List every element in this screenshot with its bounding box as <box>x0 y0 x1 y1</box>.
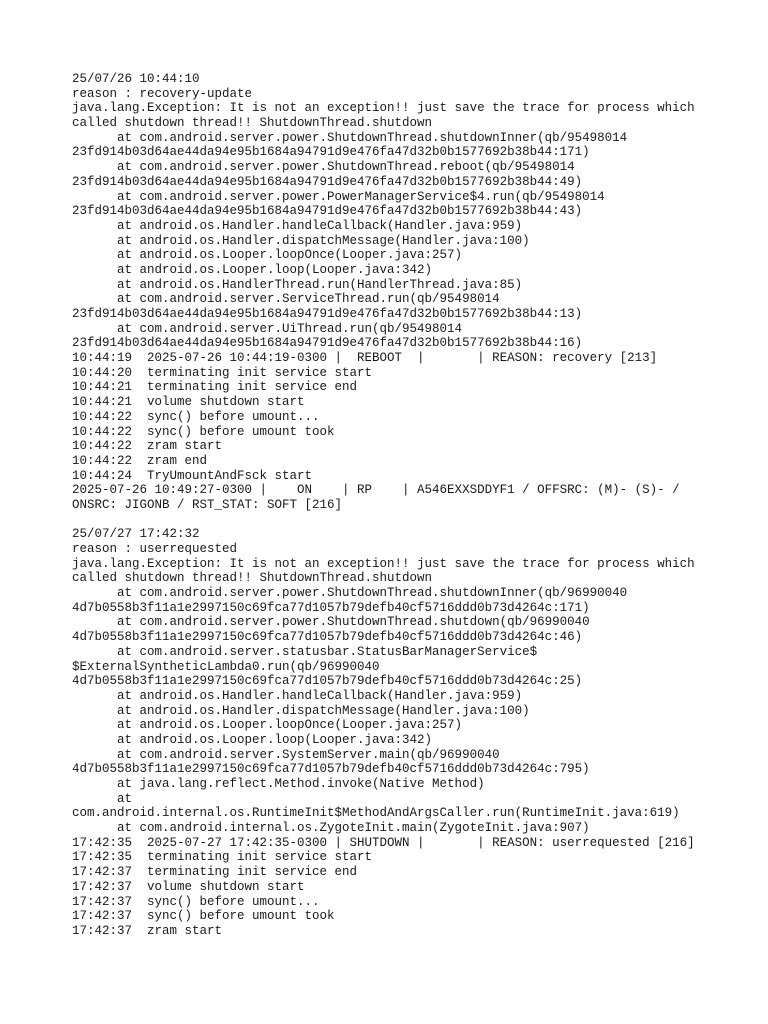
log-line: 10:44:22 zram start <box>72 439 223 454</box>
log-line: at android.os.Handler.handleCallback(Handler.java:959) <box>72 688 523 703</box>
log-line: 17:42:37 sync() before umount took <box>72 909 335 924</box>
log-line: 10:44:21 volume shutdown start <box>72 395 305 410</box>
log-line: 23fd914b03d64ae44da94e95b1684a94791d9e476fa47d32b0b1577692b38b44:49) <box>72 174 583 189</box>
log-line: at com.android.server.ServiceThread.run(qb/95498014 <box>72 292 500 307</box>
log-line: at android.os.Handler.dispatchMessage(Handler.java:100) <box>72 703 530 718</box>
log-line: 25/07/27 17:42:32 <box>72 527 200 542</box>
log-line: 17:42:37 terminating init service end <box>72 865 358 880</box>
log-line: ONSRC: JIGONB / RST_STAT: SOFT [216] <box>72 497 343 512</box>
log-line: 10:44:19 2025-07-26 10:44:19-0300 | REBOOT | | REASON: recovery [213] <box>72 351 658 366</box>
log-line: 4d7b0558b3f11a1e2997150c69fca77d1057b79defb40cf5716ddd0b73d4264c:46) <box>72 630 583 645</box>
log-line: 2025-07-26 10:49:27-0300 | ON | RP | A546EXXSDDYF1 / OFFSRC: (M)- (S)- / <box>72 483 680 498</box>
log-line: java.lang.Exception: It is not an exception!! just save the trace for process which <box>72 556 695 571</box>
log-line: 17:42:35 2025-07-27 17:42:35-0300 | SHUTDOWN | | REASON: userrequested [216] <box>72 835 695 850</box>
log-line: at android.os.Looper.loopOnce(Looper.java:257) <box>72 718 463 733</box>
log-line: at <box>72 791 133 806</box>
log-line: reason : userrequested <box>72 542 238 556</box>
log-line: 10:44:21 terminating init service end <box>72 380 358 395</box>
log-line: at com.android.server.power.ShutdownThread.reboot(qb/95498014 <box>72 160 575 175</box>
log-line: 10:44:22 zram end <box>72 453 208 468</box>
log-line: 10:44:24 TryUmountAndFsck start <box>72 468 313 483</box>
log-line: 23fd914b03d64ae44da94e95b1684a94791d9e476fa47d32b0b1577692b38b44:171) <box>72 145 590 160</box>
log-line: at com.android.server.SystemServer.main(qb/96990040 <box>72 747 500 762</box>
log-line: at com.android.internal.os.ZygoteInit.main(ZygoteInit.java:907) <box>72 821 590 836</box>
log-line: at android.os.HandlerThread.run(HandlerThread.java:85) <box>72 277 523 292</box>
log-line: 10:44:22 sync() before umount... <box>72 409 320 424</box>
log-line: at com.android.server.power.ShutdownThread.shutdownInner(qb/96990040 <box>72 586 628 601</box>
log-line: 10:44:22 sync() before umount took <box>72 424 335 439</box>
log-line: at android.os.Looper.loop(Looper.java:342) <box>72 262 433 277</box>
log-line: com.android.internal.os.RuntimeInit$MethodAndArgsCaller.run(RuntimeInit.java:619) <box>72 806 680 821</box>
log-line: 10:44:20 terminating init service start <box>72 365 373 380</box>
log-line: at android.os.Handler.handleCallback(Handler.java:959) <box>72 218 523 233</box>
log-line: at android.os.Handler.dispatchMessage(Handler.java:100) <box>72 233 530 248</box>
log-line: 23fd914b03d64ae44da94e95b1684a94791d9e476fa47d32b0b1577692b38b44:13) <box>72 307 583 321</box>
log-line: called shutdown thread!! ShutdownThread.shutdown <box>72 116 433 131</box>
log-line: $ExternalSyntheticLambda0.run(qb/96990040 <box>72 659 380 674</box>
log-line: 4d7b0558b3f11a1e2997150c69fca77d1057b79defb40cf5716ddd0b73d4264c:171) <box>72 600 590 615</box>
log-line: at com.android.server.statusbar.StatusBarManagerService$ <box>72 644 538 659</box>
log-line: 17:42:37 sync() before umount... <box>72 894 320 909</box>
log-line: 17:42:37 zram start <box>72 923 223 938</box>
log-entry-block <box>72 527 712 938</box>
log-line: 17:42:37 volume shutdown start <box>72 879 305 894</box>
log-line: 17:42:35 terminating init service start <box>72 850 373 865</box>
log-line: 4d7b0558b3f11a1e2997150c69fca77d1057b79defb40cf5716ddd0b73d4264c:795) <box>72 762 590 777</box>
log-line: at com.android.server.power.PowerManagerService$4.run(qb/95498014 <box>72 189 605 204</box>
log-line: at com.android.server.power.ShutdownThread.shutdownInner(qb/95498014 <box>72 130 628 145</box>
log-line: at com.android.server.UiThread.run(qb/95498014 <box>72 321 463 336</box>
log-document <box>72 72 712 939</box>
log-line: at com.android.server.power.ShutdownThread.shutdown(qb/96990040 <box>72 615 590 630</box>
log-line: 25/07/26 10:44:10 <box>72 72 200 86</box>
block-separator <box>72 513 712 528</box>
log-line: 4d7b0558b3f11a1e2997150c69fca77d1057b79defb40cf5716ddd0b73d4264c:25) <box>72 674 583 689</box>
log-line: at java.lang.reflect.Method.invoke(Native Method) <box>72 777 485 791</box>
log-line: at android.os.Looper.loopOnce(Looper.java:257) <box>72 248 463 263</box>
log-line: called shutdown thread!! ShutdownThread.shutdown <box>72 571 433 586</box>
log-line: 23fd914b03d64ae44da94e95b1684a94791d9e476fa47d32b0b1577692b38b44:43) <box>72 204 583 219</box>
log-entry-block <box>72 72 712 513</box>
log-line: java.lang.Exception: It is not an exception!! just save the trace for process which <box>72 101 695 116</box>
log-line: reason : recovery-update <box>72 86 253 101</box>
log-line: at android.os.Looper.loop(Looper.java:342) <box>72 732 433 747</box>
log-line: 23fd914b03d64ae44da94e95b1684a94791d9e476fa47d32b0b1577692b38b44:16) <box>72 336 583 351</box>
